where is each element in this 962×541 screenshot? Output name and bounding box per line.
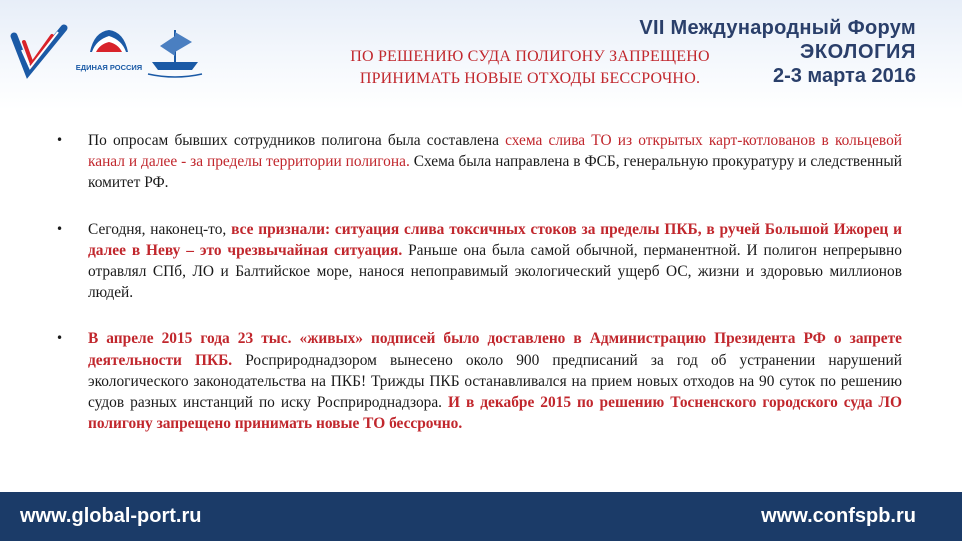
bullet-item-1 — [46, 130, 902, 194]
header-banner — [0, 0, 962, 110]
bullet-list — [46, 130, 902, 434]
bullet-3-seg-1: В апреле 2015 года 23 тыс. «живых» подписей было доставлено в Администрацию Президента РФ о запрете деятельности ПКБ. — [88, 330, 902, 369]
slide-title-line1: ПО РЕШЕНИЮ СУДА ПОЛИГОНУ ЗАПРЕЩЕНО — [350, 48, 710, 65]
edinaya-rossiya-logo — [75, 22, 143, 84]
bullet-marker: • — [56, 331, 64, 346]
bullet-item-3 — [46, 328, 902, 434]
bullet-2-seg-1: Сегодня, наконец-то, — [88, 220, 232, 238]
confspb-link[interactable]: www.confspb.ru — [761, 505, 916, 527]
bullet-marker: • — [56, 133, 64, 147]
bullet-marker: • — [56, 221, 64, 236]
ship-emblem-logo — [142, 22, 208, 84]
footer-bar — [0, 492, 962, 541]
slide-title-line2: ПРИНИМАТЬ НОВЫЕ ОТХОДЫ БЕССРОЧНО. — [359, 70, 701, 87]
bullet-1-seg-2: схема слива ТО из открытых карт-котлованов в кольцевой канал и далее - за пределы территории полигона. — [88, 132, 902, 171]
bullet-1-seg-3: Схема была направлена в ФСБ, генеральную прокуратуру и следственный комитет РФ. — [88, 153, 902, 192]
bullet-3-seg-2: Росприроднадзором вынесено около 900 предписаний за год об устранении нарушений экологического законодательства на ПКБ! Трижды ПКБ останавливался на прием новых отходов на 90 суток по решению судов разных инстанций по иску Росприроднадзора. — [88, 351, 903, 412]
forum-name — [639, 16, 916, 88]
bullet-item-2 — [46, 219, 902, 304]
bullet-3-seg-3: И в декабре 2015 по решению Тосненского городского суда ЛО полигону запрещено принимать новые ТО бессрочно. — [88, 394, 902, 433]
bullet-2-seg-2: все признали: ситуация слива токсичных стоков за пределы ПКБ, в ручей Большой Ижорец и далее в Неву – это чрезвычайная ситуация. — [88, 220, 902, 259]
bullet-2-seg-3: Раньше она была самой обычной, перманентной. И полигон непрерывно отравлял СПб, ЛО и Балтийское море, нанося непоправимый экологический ущерб ОС, жизни и здоровью миллионов людей. — [88, 241, 902, 302]
forum-line2: ЭКОЛОГИЯ — [800, 41, 916, 63]
onf-logo — [8, 22, 72, 84]
bullet-1-seg-1: По опросам бывших сотрудников полигона была составлена — [88, 132, 506, 149]
forum-line1: VII Международный Форум — [639, 17, 916, 39]
edinaya-rossiya-logo-text: ЕДИНАЯ РОССИЯ — [75, 63, 143, 72]
global-port-link[interactable]: www.global-port.ru — [20, 505, 202, 527]
forum-dates: 2-3 марта 2016 — [772, 65, 916, 87]
